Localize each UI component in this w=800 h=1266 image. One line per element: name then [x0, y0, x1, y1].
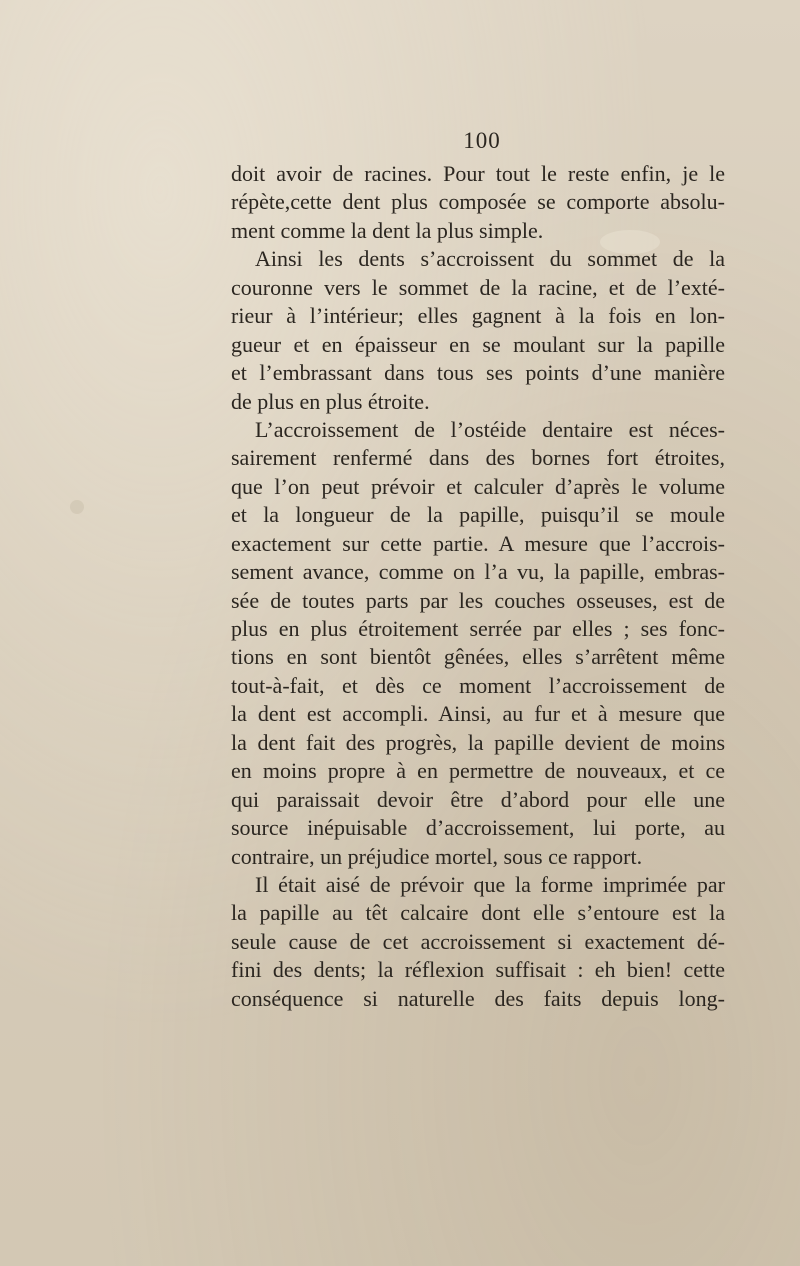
text-line: ment comme la dent la plus simple.	[231, 217, 544, 243]
text-line: Ainsi les dents s’accroissent du sommet de la	[255, 246, 725, 272]
text-line: exactement sur cette partie. A mesure que l’accrois-	[231, 530, 725, 556]
text-line: qui paraissait devoir être d’abord pour elle une	[231, 786, 725, 812]
text-line: la dent est accompli. Ainsi, au fur et à mesure que	[231, 701, 725, 727]
text-line: que l’on peut prévoir et calculer d’après le volume	[231, 473, 725, 499]
text-line: plus en plus étroitement serrée par elles ; ses fonc-	[231, 616, 725, 641]
paragraph	[231, 416, 725, 871]
text-line: de plus en plus étroite.	[231, 388, 430, 414]
text-line: tout-à-fait, et dès ce moment l’accroissement de	[231, 672, 725, 698]
text-line: seule cause de cet accroissement si exactement dé-	[231, 928, 725, 954]
text-line: conséquence si naturelle des faits depuis long-	[231, 985, 725, 1011]
text-line: en moins propre à en permettre de nouveaux, et ce	[231, 758, 725, 784]
text-line: Il était aisé de prévoir que la forme imprimée par	[255, 871, 725, 897]
text-line: rieur à l’intérieur; elles gagnent à la fois en lon-	[231, 303, 725, 329]
text-line: gueur et en épaisseur en se moulant sur la papille	[231, 331, 725, 357]
paragraph	[231, 245, 725, 416]
paragraph	[231, 871, 725, 1013]
page-number: 100	[463, 128, 501, 153]
text-line: couronne vers le sommet de la racine, et de l’exté-	[231, 274, 725, 300]
text-line: doit avoir de racines. Pour tout le reste enfin, je le	[231, 161, 725, 186]
text-line: répète,cette dent plus composée se comporte absolu-	[231, 189, 725, 215]
text-line: contraire, un préjudice mortel, sous ce rapport.	[231, 843, 643, 869]
body-text	[231, 160, 725, 1013]
text-line: tions en sont bientôt gênées, elles s’arrêtent même	[231, 644, 725, 670]
text-line: sairement renfermé dans des bornes fort étroites,	[231, 445, 725, 471]
paper-stain	[70, 500, 84, 514]
text-line: et la longueur de la papille, puisqu’il se moule	[231, 502, 725, 528]
text-line: la papille au têt calcaire dont elle s’entoure est la	[231, 900, 725, 926]
paragraph	[231, 160, 725, 245]
text-line: fini des dents; la réflexion suffisait : eh bien! cette	[231, 957, 725, 983]
text-line: et l’embrassant dans tous ses points d’une manière	[231, 360, 725, 386]
text-line: L’accroissement de l’ostéide dentaire est néces-	[255, 416, 725, 442]
text-line: sement avance, comme on l’a vu, la papille, embras-	[231, 559, 725, 585]
text-line: sée de toutes parts par les couches osseuses, est de	[231, 587, 725, 613]
text-line: la dent fait des progrès, la papille devient de moins	[231, 729, 725, 755]
text-line: source inépuisable d’accroissement, lui porte, au	[231, 815, 725, 841]
